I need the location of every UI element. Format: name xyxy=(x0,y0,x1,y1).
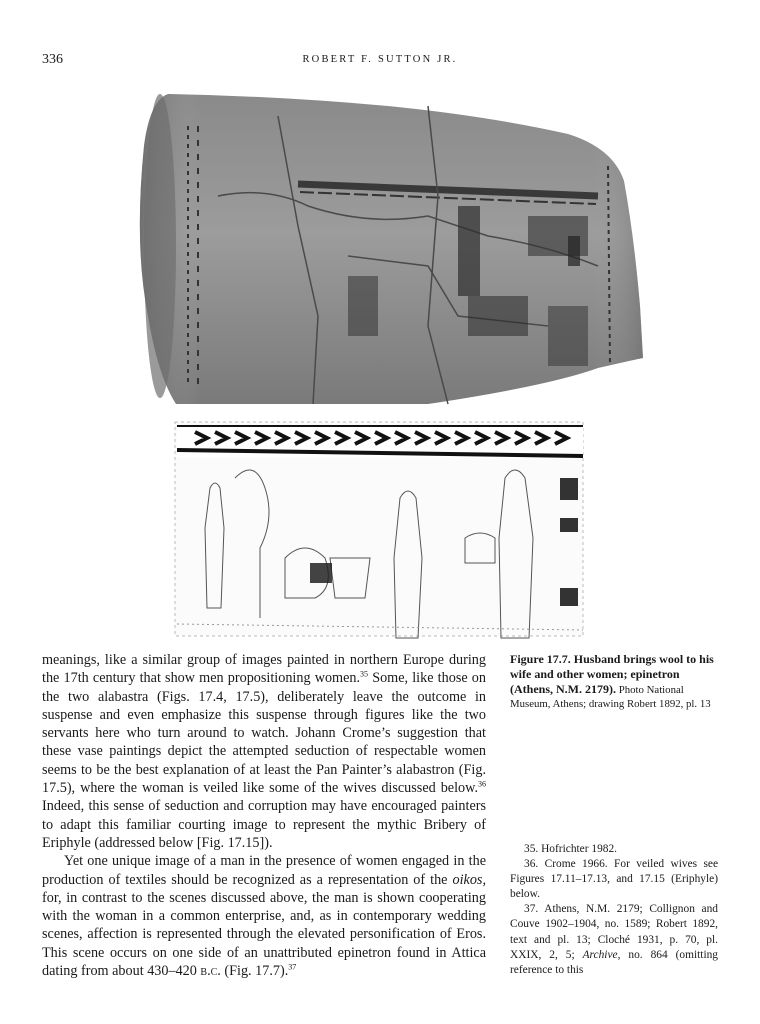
paragraph-1: meanings, like a similar group of images painted in northern Europe during the 17th century that show men propositioning women.$^{35}$ Some, like those on the two alabastra (Figs. 17.4, 17.5), deliberately leave the outcome in suspense and even emphasize this suspense through figures like the two servants here who turn around to watch. Johann Crome’s suggestion that these vase paintings depict the attempted seduction of respectable women seems to be the best explanation of at least the Pan Painter’s alabastron (Fig. 17.5), where the woman is veiled like some of the wives discussed below.$^{36}$ Indeed, this sense of seduction and corruption may have encouraged painters to adapt this familiar courting image to represent the mythic Bribery of Eriphyle (addressed below [Fig. 17.15]). xyxy=(42,652,486,851)
footnote-ref-35[interactable]: 35 xyxy=(360,669,369,679)
body-text xyxy=(42,651,486,980)
footnote-ref-37[interactable]: 37 xyxy=(288,962,297,972)
footnote-37: 37. Athens, N.M. 2179; Collignon and Couve 1902–1904, no. 1589; Robert 1892, text and pl. 13; Cloché 1931, p. 70, pl. XXIX, 2, 5; Archive, no. 864 (omitting reference to this xyxy=(510,903,718,976)
footnote-35: 35. Hofrichter 1982. xyxy=(524,843,617,855)
figure-caption xyxy=(510,652,718,711)
footnote-ref-36[interactable]: 36 xyxy=(478,779,486,789)
epinetron-photo xyxy=(128,86,648,408)
caption-title: Figure 17.7. Husband brings wool to his wife and other women; epinetron (Athens, N.M. 2179). xyxy=(510,652,714,696)
caption-credit: Photo National Museum, Athens; drawing Robert 1892, pl. 13 xyxy=(510,684,711,710)
running-head: ROBERT F. SUTTON JR. xyxy=(302,54,458,65)
footnotes xyxy=(510,842,718,978)
footnote-36: 36. Crome 1966. For veiled wives see Figures 17.11–17.13, and 17.15 (Eriphyle) below. xyxy=(510,858,718,901)
epinetron-drawing xyxy=(165,418,595,640)
paragraph-2: Yet one unique image of a man in the presence of women engaged in the production of textiles should be recognized as a representation of the oikos, for, in contrast to the scenes discussed above, the man is shown cooperating with the woman in a common enterprise, and, as in contemporary wedding scenes, affection is represented through the elevated personification of Eros. This scene occurs on one side of an unattributed epinetron found in Attica dating from about 430–420 b.c. (Fig. 17.7).$^{37}$ xyxy=(42,853,486,980)
page-number: 336 xyxy=(42,52,63,67)
